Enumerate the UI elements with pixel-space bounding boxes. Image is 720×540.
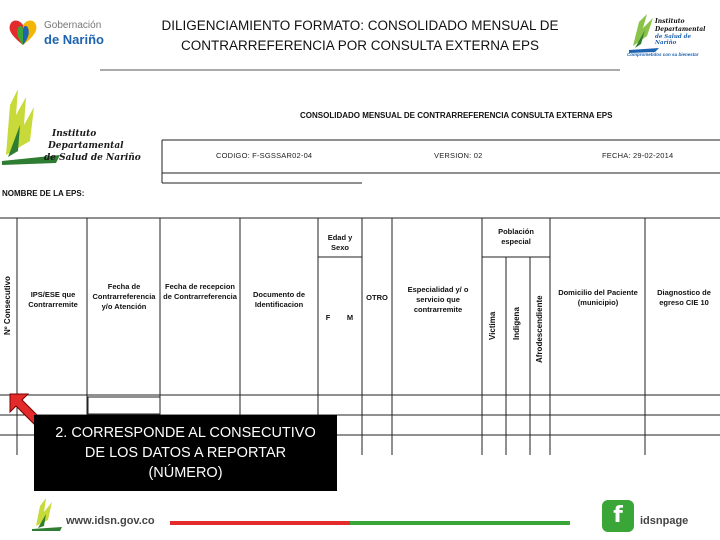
form-codigo: CODIGO: F-SGSSAR02-04 xyxy=(216,151,313,160)
title-line2: CONTRARREFERENCIA POR CONSULTA EXTERNA EPS xyxy=(180,38,540,53)
col-otro: OTRO xyxy=(366,293,388,302)
gob-line2: de Nariño xyxy=(44,32,104,47)
form-fecha: FECHA: 29-02-2014 xyxy=(602,151,674,160)
col-edad-sexo: Edad y Sexo xyxy=(327,233,353,252)
footer-social-handle[interactable]: idsnpage xyxy=(640,515,689,527)
callout-line3: (NÚMERO) xyxy=(148,465,223,481)
col-indigena: Indigena xyxy=(512,307,521,340)
eps-name-label: NOMBRE DE LA EPS: xyxy=(2,189,85,198)
gob-line1: Gobernación xyxy=(44,20,102,31)
callout-line1: 2. CORRESPONDE AL CONSECUTIVO xyxy=(55,425,316,441)
idsn-top-line3: de Salud de Nariño xyxy=(655,34,691,46)
callout-line2: DE LOS DATOS A REPORTAR xyxy=(84,445,287,461)
heart-logo-icon xyxy=(8,18,38,46)
form-version: VERSION: 02 xyxy=(434,151,483,160)
idsn-top-tagline: Comprometidos con su bienestar xyxy=(627,52,699,57)
idsn-top-line2: Departamental xyxy=(655,26,706,33)
title-divider xyxy=(100,69,620,71)
facebook-icon[interactable]: f xyxy=(602,500,634,532)
footer-idsn-logo-icon xyxy=(32,496,62,532)
form-logo-line1: Instituto xyxy=(52,129,97,139)
contrarreferencia-form xyxy=(0,85,720,455)
gobernacion-logo xyxy=(8,14,118,50)
col-fecha-contrarreferencia: Fecha de Contrarreferencia y/o Atención xyxy=(92,282,156,311)
page-title xyxy=(150,16,570,56)
form-heading: CONSOLIDADO MENSUAL DE CONTRARREFERENCIA CONSULTA EXTERNA EPS xyxy=(300,111,613,120)
form-table-grid xyxy=(0,85,720,455)
col-domicilio: Domicilio del Paciente (municipio) xyxy=(558,288,638,307)
col-fecha-recepcion: Fecha de recepcion de Contrarreferencia xyxy=(163,282,237,301)
form-logo-line2: Departamental xyxy=(48,141,124,151)
col-diagnostico: Diagnostico de egreso CIE 10 xyxy=(657,288,711,307)
idsn-logo-top xyxy=(625,10,710,58)
footer-color-bar xyxy=(170,521,570,525)
col-especialidad: Especialidad y/ o servicio que contrarremite xyxy=(407,285,469,314)
callout-note xyxy=(34,415,337,491)
col-documento: Documento de Identificacion xyxy=(252,290,306,309)
col-sexo-m: M xyxy=(346,313,354,322)
title-line1: DILIGENCIAMIENTO FORMATO: CONSOLIDADO MENSUAL DE xyxy=(161,18,559,33)
footer-website-link[interactable]: www.idsn.gov.co xyxy=(66,515,155,527)
col-ips: IPS/ESE que Contrarremite xyxy=(28,290,78,309)
col-afrodescendiente: Afrodescendiente xyxy=(535,295,544,363)
idsn-top-line1: Instituto xyxy=(655,18,685,25)
col-victima: Victima xyxy=(488,311,497,340)
col-poblacion-especial: Población especial xyxy=(498,227,534,246)
col-sexo-f: F xyxy=(325,313,331,322)
form-logo-line3: de Salud de Nariño xyxy=(44,153,141,163)
col-consecutivo: Nº Consecutivo xyxy=(3,276,12,335)
